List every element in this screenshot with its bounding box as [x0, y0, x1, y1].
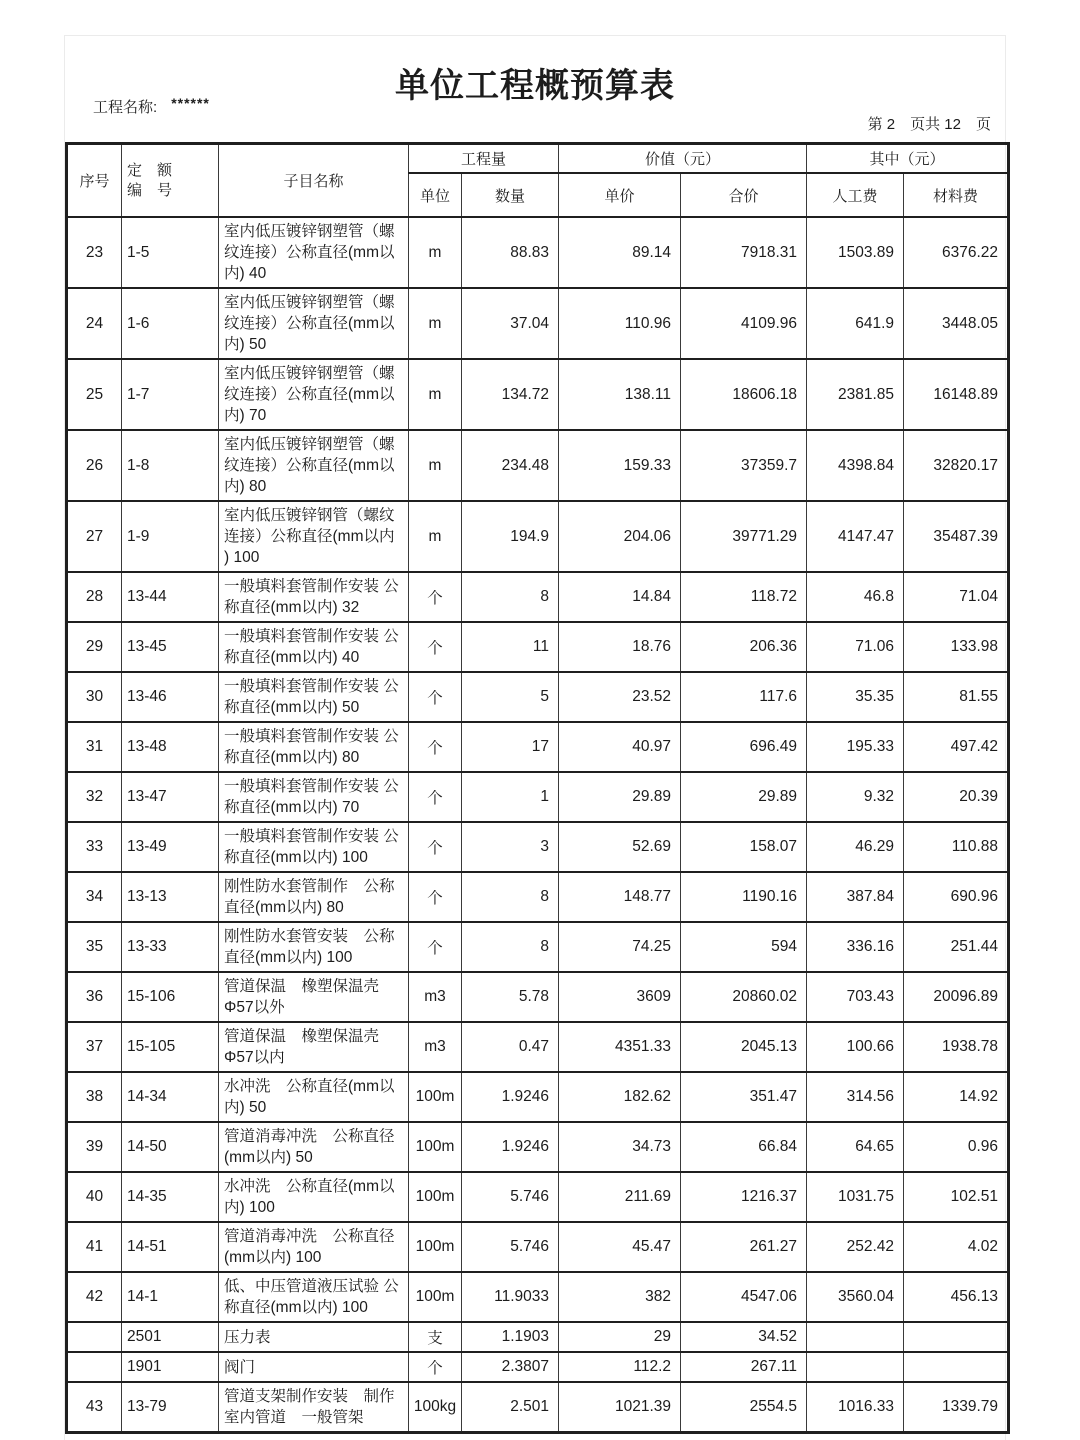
table-row	[67, 1122, 1009, 1172]
cell-seq: 35	[67, 922, 122, 972]
cell-unit: m	[409, 217, 462, 288]
cell-quantity: 8	[462, 572, 559, 622]
table-row	[67, 217, 1009, 288]
cell-unit: 个	[409, 622, 462, 672]
cell-total-price: 2045.13	[681, 1022, 807, 1072]
cell-item-name: 刚性防水套管制作 公称直径(mm以内) 80	[219, 872, 409, 922]
cell-total-price: 7918.31	[681, 217, 807, 288]
cell-unit: 个	[409, 722, 462, 772]
cell-item-name: 阀门	[219, 1352, 409, 1382]
cell-item-name: 一般填料套管制作安装 公称直径(mm以内) 32	[219, 572, 409, 622]
cell-unit-price: 74.25	[559, 922, 681, 972]
cell-labor-cost: 252.42	[807, 1222, 904, 1272]
cell-material-cost: 81.55	[904, 672, 1009, 722]
cell-unit-price: 211.69	[559, 1172, 681, 1222]
table-row	[67, 1022, 1009, 1072]
cell-material-cost: 497.42	[904, 722, 1009, 772]
cell-unit: 100m	[409, 1172, 462, 1222]
cell-quota-code: 1-8	[122, 430, 219, 501]
cell-total-price: 1190.16	[681, 872, 807, 922]
cell-item-name: 室内低压镀锌钢塑管（螺纹连接）公称直径(mm以内) 80	[219, 430, 409, 501]
cell-item-name: 管道保温 橡塑保温壳 Φ57以内	[219, 1022, 409, 1072]
cell-total-price: 267.11	[681, 1352, 807, 1382]
table-row	[67, 1172, 1009, 1222]
table-row	[67, 1222, 1009, 1272]
cell-quota-code: 14-1	[122, 1272, 219, 1322]
cell-unit: 100m	[409, 1072, 462, 1122]
cell-total-price: 29.89	[681, 772, 807, 822]
cell-seq: 34	[67, 872, 122, 922]
cell-material-cost: 1938.78	[904, 1022, 1009, 1072]
cell-material-cost: 20096.89	[904, 972, 1009, 1022]
cell-item-name: 室内低压镀锌钢塑管（螺纹连接）公称直径(mm以内) 70	[219, 359, 409, 430]
cell-unit: 个	[409, 672, 462, 722]
cell-labor-cost: 336.16	[807, 922, 904, 972]
cell-quantity: 88.83	[462, 217, 559, 288]
cell-seq: 37	[67, 1022, 122, 1072]
cell-unit-price: 29.89	[559, 772, 681, 822]
cell-total-price: 34.52	[681, 1322, 807, 1352]
cell-quantity: 37.04	[462, 288, 559, 359]
cell-material-cost	[904, 1322, 1009, 1352]
header-unit: 单位	[409, 173, 462, 217]
cell-unit-price: 182.62	[559, 1072, 681, 1122]
table-row	[67, 772, 1009, 822]
cell-quota-code: 15-106	[122, 972, 219, 1022]
cell-item-name: 管道支架制作安装 制作室内管道 一般管架	[219, 1382, 409, 1433]
table-header	[67, 144, 1009, 218]
cell-quota-code: 1-6	[122, 288, 219, 359]
cell-material-cost: 20.39	[904, 772, 1009, 822]
cell-unit-price: 112.2	[559, 1352, 681, 1382]
cell-seq: 33	[67, 822, 122, 872]
cell-total-price: 20860.02	[681, 972, 807, 1022]
cell-unit: 个	[409, 772, 462, 822]
cell-item-name: 水冲洗 公称直径(mm以内) 100	[219, 1172, 409, 1222]
cell-item-name: 一般填料套管制作安装 公称直径(mm以内) 80	[219, 722, 409, 772]
cell-seq: 43	[67, 1382, 122, 1433]
project-name-label: 工程名称:	[93, 99, 158, 116]
cell-unit-price: 14.84	[559, 572, 681, 622]
cell-unit-price: 382	[559, 1272, 681, 1322]
cell-seq: 28	[67, 572, 122, 622]
cell-labor-cost: 71.06	[807, 622, 904, 672]
table-row	[67, 622, 1009, 672]
cell-quantity: 17	[462, 722, 559, 772]
cell-total-price: 117.6	[681, 672, 807, 722]
cell-quantity: 2.501	[462, 1382, 559, 1433]
project-name-value: ******	[171, 95, 210, 111]
cell-unit: m	[409, 430, 462, 501]
cell-labor-cost: 641.9	[807, 288, 904, 359]
cell-quota-code: 1-9	[122, 501, 219, 572]
cell-quota-code: 14-51	[122, 1222, 219, 1272]
cell-unit: 100kg	[409, 1382, 462, 1433]
cell-total-price: 4547.06	[681, 1272, 807, 1322]
cell-unit: m3	[409, 1022, 462, 1072]
cell-unit: 100m	[409, 1122, 462, 1172]
cell-seq: 23	[67, 217, 122, 288]
budget-table	[65, 142, 1010, 1434]
cell-seq: 29	[67, 622, 122, 672]
cell-total-price: 18606.18	[681, 359, 807, 430]
cell-material-cost	[904, 1352, 1009, 1382]
cell-quota-code: 13-79	[122, 1382, 219, 1433]
cell-item-name: 水冲洗 公称直径(mm以内) 50	[219, 1072, 409, 1122]
table-row	[67, 1072, 1009, 1122]
cell-labor-cost: 4147.47	[807, 501, 904, 572]
cell-unit: m3	[409, 972, 462, 1022]
cell-total-price: 594	[681, 922, 807, 972]
cell-quantity: 1.9246	[462, 1122, 559, 1172]
table-row	[67, 722, 1009, 772]
table-row	[67, 1382, 1009, 1433]
cell-quota-code: 13-49	[122, 822, 219, 872]
cell-unit: m	[409, 359, 462, 430]
table-row	[67, 1322, 1009, 1352]
cell-material-cost: 14.92	[904, 1072, 1009, 1122]
cell-total-price: 696.49	[681, 722, 807, 772]
header-seq: 序号	[67, 144, 122, 218]
cell-unit-price: 1021.39	[559, 1382, 681, 1433]
cell-item-name: 管道消毒冲洗 公称直径(mm以内) 50	[219, 1122, 409, 1172]
cell-seq	[67, 1352, 122, 1382]
header-quota-line2: 编 号	[127, 181, 173, 199]
cell-quota-code: 1-7	[122, 359, 219, 430]
cell-unit: m	[409, 288, 462, 359]
cell-unit-price: 18.76	[559, 622, 681, 672]
cell-quantity: 8	[462, 922, 559, 972]
cell-item-name: 压力表	[219, 1322, 409, 1352]
header-group-quantity: 工程量	[409, 144, 559, 174]
cell-labor-cost: 703.43	[807, 972, 904, 1022]
cell-quota-code: 13-13	[122, 872, 219, 922]
cell-seq	[67, 1322, 122, 1352]
cell-total-price: 4109.96	[681, 288, 807, 359]
cell-seq: 42	[67, 1272, 122, 1322]
header-group-value: 价值（元）	[559, 144, 807, 174]
cell-unit: 100m	[409, 1272, 462, 1322]
cell-unit-price: 52.69	[559, 822, 681, 872]
cell-quota-code: 13-33	[122, 922, 219, 972]
cell-labor-cost: 9.32	[807, 772, 904, 822]
header-total-price: 合价	[681, 173, 807, 217]
cell-material-cost: 251.44	[904, 922, 1009, 972]
cell-unit: 个	[409, 822, 462, 872]
cell-seq: 27	[67, 501, 122, 572]
cell-seq: 40	[67, 1172, 122, 1222]
cell-labor-cost: 100.66	[807, 1022, 904, 1072]
cell-quantity: 3	[462, 822, 559, 872]
project-name	[68, 79, 210, 134]
cell-quantity: 5.78	[462, 972, 559, 1022]
cell-quantity: 5.746	[462, 1222, 559, 1272]
cell-total-price: 39771.29	[681, 501, 807, 572]
cell-labor-cost: 4398.84	[807, 430, 904, 501]
cell-item-name: 管道消毒冲洗 公称直径(mm以内) 100	[219, 1222, 409, 1272]
cell-item-name: 一般填料套管制作安装 公称直径(mm以内) 100	[219, 822, 409, 872]
cell-unit-price: 34.73	[559, 1122, 681, 1172]
cell-seq: 32	[67, 772, 122, 822]
cell-quantity: 1.9246	[462, 1072, 559, 1122]
cell-material-cost: 32820.17	[904, 430, 1009, 501]
cell-quota-code: 13-45	[122, 622, 219, 672]
cell-quantity: 5	[462, 672, 559, 722]
cell-seq: 30	[67, 672, 122, 722]
table-row	[67, 288, 1009, 359]
cell-quantity: 1.1903	[462, 1322, 559, 1352]
cell-item-name: 一般填料套管制作安装 公称直径(mm以内) 70	[219, 772, 409, 822]
cell-unit: 支	[409, 1322, 462, 1352]
cell-labor-cost	[807, 1352, 904, 1382]
cell-item-name: 室内低压镀锌钢塑管（螺纹连接）公称直径(mm以内) 40	[219, 217, 409, 288]
cell-unit: 个	[409, 572, 462, 622]
cell-item-name: 一般填料套管制作安装 公称直径(mm以内) 40	[219, 622, 409, 672]
cell-labor-cost: 1503.89	[807, 217, 904, 288]
cell-unit-price: 23.52	[559, 672, 681, 722]
cell-seq: 26	[67, 430, 122, 501]
cell-seq: 25	[67, 359, 122, 430]
cell-quota-code: 14-34	[122, 1072, 219, 1122]
header-material-cost: 材料费	[904, 173, 1009, 217]
cell-labor-cost: 64.65	[807, 1122, 904, 1172]
cell-labor-cost: 3560.04	[807, 1272, 904, 1322]
cell-total-price: 351.47	[681, 1072, 807, 1122]
header-unit-price: 单价	[559, 173, 681, 217]
cell-seq: 24	[67, 288, 122, 359]
cell-material-cost: 35487.39	[904, 501, 1009, 572]
cell-labor-cost: 1016.33	[807, 1382, 904, 1433]
cell-quota-code: 14-35	[122, 1172, 219, 1222]
cell-quantity: 234.48	[462, 430, 559, 501]
table-row	[67, 1272, 1009, 1322]
cell-unit-price: 89.14	[559, 217, 681, 288]
cell-material-cost: 71.04	[904, 572, 1009, 622]
cell-quota-code: 13-46	[122, 672, 219, 722]
cell-quota-code: 13-48	[122, 722, 219, 772]
cell-quota-code: 13-44	[122, 572, 219, 622]
cell-total-price: 37359.7	[681, 430, 807, 501]
cell-quota-code: 1-5	[122, 217, 219, 288]
cell-labor-cost	[807, 1322, 904, 1352]
page-indicator: 第 2 页共 12 页	[867, 116, 991, 133]
table-row	[67, 972, 1009, 1022]
cell-item-name: 一般填料套管制作安装 公称直径(mm以内) 50	[219, 672, 409, 722]
cell-unit: m	[409, 501, 462, 572]
cell-material-cost: 3448.05	[904, 288, 1009, 359]
cell-labor-cost: 314.56	[807, 1072, 904, 1122]
cell-unit: 个	[409, 872, 462, 922]
cell-unit: 个	[409, 922, 462, 972]
cell-quantity: 194.9	[462, 501, 559, 572]
cell-unit-price: 29	[559, 1322, 681, 1352]
cell-quantity: 0.47	[462, 1022, 559, 1072]
header-item-name: 子目名称	[219, 144, 409, 218]
cell-quota-code: 14-50	[122, 1122, 219, 1172]
table-row	[67, 672, 1009, 722]
table-row	[67, 359, 1009, 430]
cell-total-price: 2554.5	[681, 1382, 807, 1433]
cell-item-name: 低、中压管道液压试验 公称直径(mm以内) 100	[219, 1272, 409, 1322]
cell-unit-price: 148.77	[559, 872, 681, 922]
cell-quantity: 11.9033	[462, 1272, 559, 1322]
cell-unit-price: 3609	[559, 972, 681, 1022]
cell-material-cost: 0.96	[904, 1122, 1009, 1172]
cell-quantity: 1	[462, 772, 559, 822]
cell-item-name: 室内低压镀锌钢管（螺纹连接）公称直径(mm以内 ) 100	[219, 501, 409, 572]
cell-quota-code: 15-105	[122, 1022, 219, 1072]
header-quota-line1: 定 额	[127, 161, 173, 179]
header-group-breakdown: 其中（元）	[807, 144, 1009, 174]
cell-labor-cost: 1031.75	[807, 1172, 904, 1222]
cell-quantity: 134.72	[462, 359, 559, 430]
document-page	[64, 35, 1006, 1440]
cell-labor-cost: 46.8	[807, 572, 904, 622]
cell-labor-cost: 2381.85	[807, 359, 904, 430]
cell-seq: 39	[67, 1122, 122, 1172]
table-row	[67, 922, 1009, 972]
cell-material-cost: 6376.22	[904, 217, 1009, 288]
header-quota-code	[122, 144, 219, 218]
cell-seq: 38	[67, 1072, 122, 1122]
cell-quantity: 11	[462, 622, 559, 672]
cell-quota-code: 13-47	[122, 772, 219, 822]
cell-material-cost: 16148.89	[904, 359, 1009, 430]
cell-quantity: 2.3807	[462, 1352, 559, 1382]
cell-total-price: 1216.37	[681, 1172, 807, 1222]
cell-quantity: 8	[462, 872, 559, 922]
cell-labor-cost: 35.35	[807, 672, 904, 722]
cell-seq: 36	[67, 972, 122, 1022]
cell-material-cost: 1339.79	[904, 1382, 1009, 1433]
cell-unit-price: 138.11	[559, 359, 681, 430]
cell-unit: 100m	[409, 1222, 462, 1272]
cell-material-cost: 102.51	[904, 1172, 1009, 1222]
cell-seq: 41	[67, 1222, 122, 1272]
table-row	[67, 822, 1009, 872]
cell-unit-price: 45.47	[559, 1222, 681, 1272]
page-title: 单位工程概预算表	[395, 67, 675, 105]
table-row	[67, 501, 1009, 572]
table-body	[67, 217, 1009, 1433]
cell-labor-cost: 387.84	[807, 872, 904, 922]
cell-labor-cost: 195.33	[807, 722, 904, 772]
cell-unit-price: 204.06	[559, 501, 681, 572]
cell-unit-price: 40.97	[559, 722, 681, 772]
cell-quota-code: 2501	[122, 1322, 219, 1352]
table-row	[67, 1352, 1009, 1382]
cell-material-cost: 690.96	[904, 872, 1009, 922]
cell-material-cost: 456.13	[904, 1272, 1009, 1322]
cell-unit: 个	[409, 1352, 462, 1382]
table-row	[67, 572, 1009, 622]
table-row	[67, 430, 1009, 501]
cell-labor-cost: 46.29	[807, 822, 904, 872]
cell-total-price: 118.72	[681, 572, 807, 622]
cell-quota-code: 1901	[122, 1352, 219, 1382]
cell-total-price: 66.84	[681, 1122, 807, 1172]
cell-material-cost: 110.88	[904, 822, 1009, 872]
cell-unit-price: 4351.33	[559, 1022, 681, 1072]
cell-quantity: 5.746	[462, 1172, 559, 1222]
meta-row	[68, 95, 991, 134]
cell-unit-price: 159.33	[559, 430, 681, 501]
cell-material-cost: 133.98	[904, 622, 1009, 672]
cell-total-price: 261.27	[681, 1222, 807, 1272]
cell-item-name: 刚性防水套管安装 公称直径(mm以内) 100	[219, 922, 409, 972]
header-labor-cost: 人工费	[807, 173, 904, 217]
cell-item-name: 管道保温 橡塑保温壳 Φ57以外	[219, 972, 409, 1022]
cell-item-name: 室内低压镀锌钢塑管（螺纹连接）公称直径(mm以内) 50	[219, 288, 409, 359]
cell-total-price: 206.36	[681, 622, 807, 672]
cell-unit-price: 110.96	[559, 288, 681, 359]
table-row	[67, 872, 1009, 922]
cell-material-cost: 4.02	[904, 1222, 1009, 1272]
cell-seq: 31	[67, 722, 122, 772]
header-quantity: 数量	[462, 173, 559, 217]
cell-total-price: 158.07	[681, 822, 807, 872]
